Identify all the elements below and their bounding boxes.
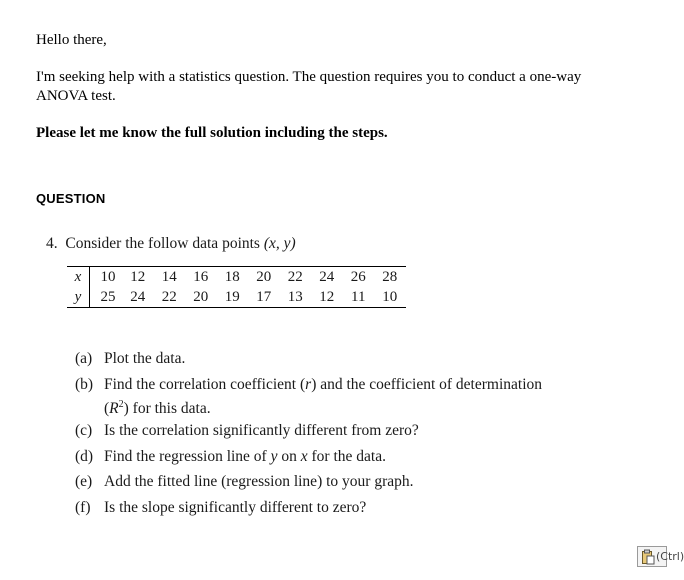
clipboard-icon [641,549,655,565]
table-row-y [67,287,406,308]
x-cell: 22 [287,269,303,285]
part-letter: (b) [75,376,94,393]
x-cell: 12 [130,269,146,285]
request-text: Please let me know the full solution including the steps. [36,125,388,141]
x-cell: 16 [193,269,209,285]
part-a [75,349,635,369]
y-cell: 17 [256,289,272,305]
part-text: Is the correlation significantly different from zero? [104,422,419,439]
y-cell: 25 [100,289,116,305]
greeting: Hello there, [36,32,107,48]
y-label: y [67,287,90,308]
part-b [75,375,635,418]
y-cell: 22 [161,289,177,305]
math-R: R [109,400,119,418]
x-cell: 26 [350,269,366,285]
x-cell: 18 [224,269,240,285]
question-number: 4. [46,235,58,252]
part-d-on: on [281,448,297,465]
y-cell: 11 [351,289,366,305]
y-cell: 13 [287,289,303,305]
part-letter: (e) [75,473,93,490]
part-letter: (a) [75,350,93,367]
part-b-line2-post: ) for this data. [123,400,211,418]
part-e [75,472,635,492]
part-text: Is the slope significantly different to zero? [104,499,367,516]
math-y: y [270,448,278,465]
part-d-pre: Find the regression line of [104,448,267,465]
y-cell: 19 [224,289,240,305]
y-cell: 10 [382,289,398,305]
part-text: Plot the data. [104,350,186,367]
y-cell: 24 [130,289,146,305]
paste-options-button[interactable] [637,546,684,567]
x-cell: 24 [319,269,335,285]
prompt-text: Consider the follow data points [65,235,260,252]
part-b-pre: Find the correlation coefficient ( [104,376,306,393]
part-b-line2-pre: ( [104,400,110,418]
prompt-math: (x, y) [263,235,296,252]
body-line-1: I'm seeking help with a statistics question. The question requires you to conduct a one-way [36,69,582,85]
part-d-post: for the data. [311,448,386,465]
x-label: x [67,267,90,288]
math-sup: 2 [118,399,124,410]
x-cell: 28 [382,269,398,285]
body-line-2: ANOVA test. [36,88,116,104]
x-cell: 10 [100,269,116,285]
part-letter: (f) [75,499,91,516]
part-text [104,447,386,467]
question-prompt [46,235,296,253]
part-text [104,375,542,395]
part-b-mid: ) and the coefficient of determination [311,376,543,393]
part-c [75,421,635,441]
x-cell: 14 [161,269,177,285]
question-heading: QUESTION [36,191,106,206]
table-row-x [67,267,406,288]
y-cell: 12 [319,289,335,305]
part-letter: (d) [75,448,94,465]
part-letter: (c) [75,422,93,439]
math-r: r [305,376,312,393]
part-f [75,498,635,518]
part-text: Add the fitted line (regression line) to your graph. [104,473,414,490]
math-x: x [300,448,308,465]
x-cell: 20 [256,269,272,285]
paste-options-label: (Ctrl) [656,550,684,563]
part-d [75,447,635,467]
data-table [67,266,406,308]
part-text-line2 [104,395,211,419]
y-cell: 20 [193,289,209,305]
